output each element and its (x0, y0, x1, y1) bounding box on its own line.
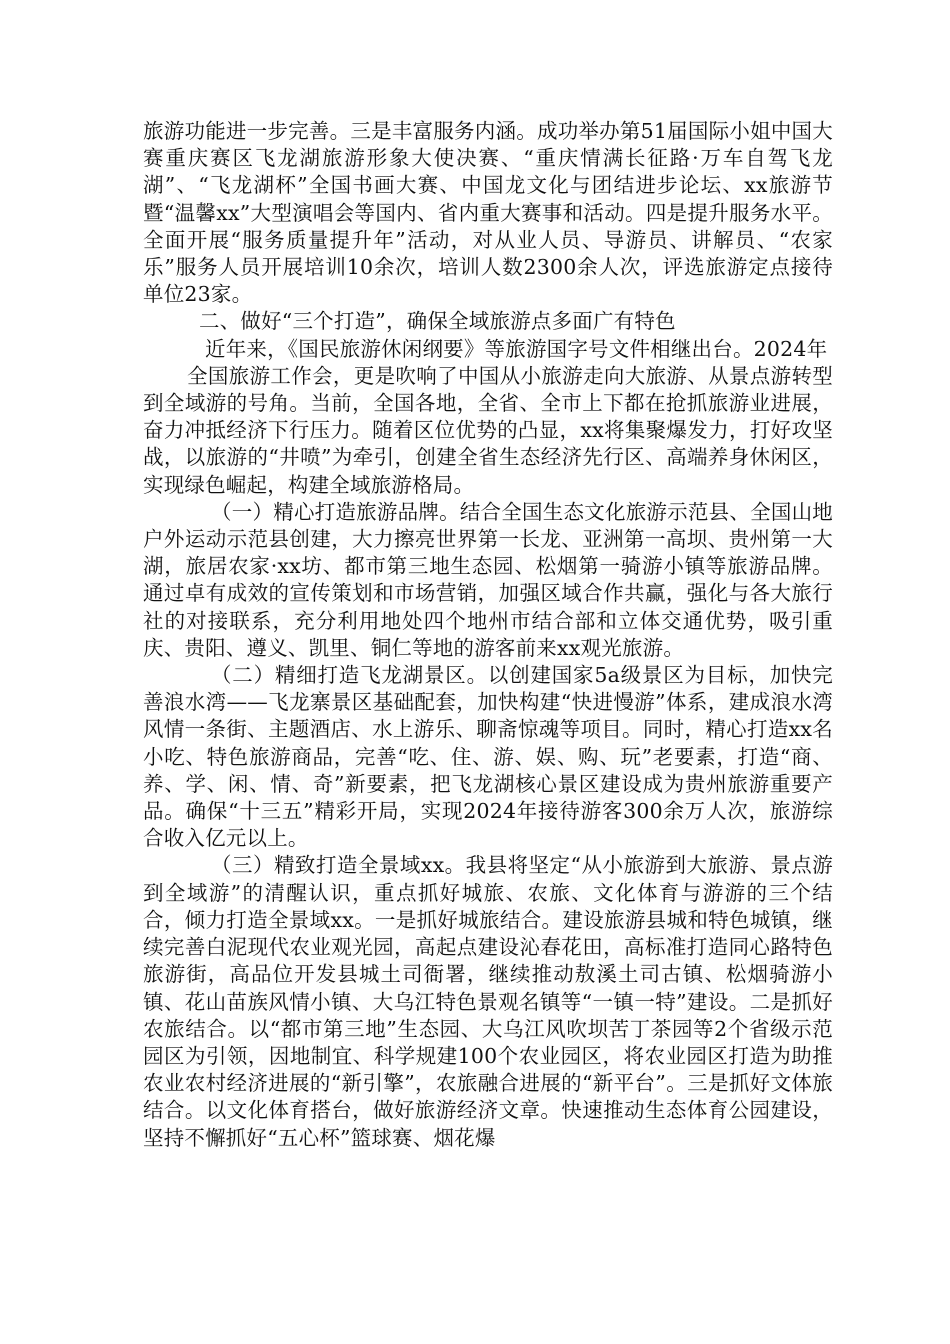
paragraph-2: 近年来，《国民旅游休闲纲要》等旅游国字号文件相继出台。2024年 (205, 336, 828, 361)
section-heading-2: 二、做好“三个打造”，确保全域旅游点多面广有特色 (199, 309, 676, 334)
paragraph-1: 旅游功能进一步完善。三是丰富服务内涵。成功举办第51届国际小姐中国大赛重庆赛区飞龙湖旅游形象大使决赛、“重庆情满长征路·万车自驾飞龙湖”、“飞龙湖杯”全国书画大赛、中国龙文化与团结进步论坛、xx旅游节暨“温馨xx”大型演唱会等国内、省内重大赛事和活动。四是提升服务水平。全面开展“服务质量提升年”活动，对从业人员、导游员、讲解员、“农家乐”服务人员开展培训10余次，培训人数2300余人次，评选旅游定点接待单位23家。 (143, 119, 833, 307)
paragraph-3: 全国旅游工作会，更是吹响了中国从小旅游走向大旅游、从景点游转型到全域游的号角。当前，全国各地，全省、全市上下都在抢抓旅游业进展，奋力冲抵经济下行压力。随着区位优势的凸显，xx将集聚爆发力，打好攻坚战，以旅游的“井喷”为牵引，创建全省生态经济先行区、高端养身休闲区，实现绿色崛起，构建全域旅游格局。 (143, 363, 833, 497)
subsection-3: （三）精致打造全景域xx。我县将坚定“从小旅游到大旅游、景点游到全域游”的清醒认识，重点抓好城旅、农旅、文化体育与游游的三个结合，倾力打造全景域xx。一是抓好城旅结合。建设旅游县城和特色城镇，继续完善白泥现代农业观光园，高起点建设沁春花田，高标准打造同心路特色旅游街，高品位开发县城土司衙署，继续推动敖溪土司古镇、松烟骑游小镇、花山苗族风情小镇、大乌江特色景观名镇等“一镇一特”建设。二是抓好农旅结合。以“都市第三地”生态园、大乌江风吹坝苦丁茶园等2个省级示范园区为引领，因地制宜、科学规建100个农业园区，将农业园区打造为助推农业农村经济进展的“新引擎”，农旅融合进展的“新平台”。三是抓好文体旅结合。以文化体育搭台，做好旅游经济文章。快速推动生态体育公园建设，坚持不懈抓好“五心杯”篮球赛、烟花爆 (143, 853, 833, 1150)
document-body (143, 118, 833, 1152)
subsection-2: （二）精细打造飞龙湖景区。以创建国家5a级景区为目标，加快完善浪水湾——飞龙寨景区基础配套，加快构建“快进慢游”体系，建成浪水湾风情一条街、主题酒店、水上游乐、聊斋惊魂等项目。同时，精心打造xx名小吃、特色旅游商品，完善“吃、住、游、娱、购、玩”老要素，打造“商、养、学、闲、情、奇”新要素，把飞龙湖核心景区建设成为贵州旅游重要产品。确保“十三五”精彩开局，实现2024年接待游客300余万人次，旅游综合收入亿元以上。 (143, 663, 833, 851)
subsection-1: （一）精心打造旅游品牌。结合全国生态文化旅游示范县、全国山地户外运动示范县创建，大力擦亮世界第一长龙、亚洲第一高坝、贵州第一大湖，旅居农家·xx坊、都市第三地生态园、松烟第一骑游小镇等旅游品牌。通过卓有成效的宣传策划和市场营销，加强区域合作共赢，强化与各大旅行社的对接联系，充分利用地处四个地州市结合部和立体交通优势，吸引重庆、贵阳、遵义、凯里、铜仁等地的游客前来xx观光旅游。 (143, 499, 833, 660)
